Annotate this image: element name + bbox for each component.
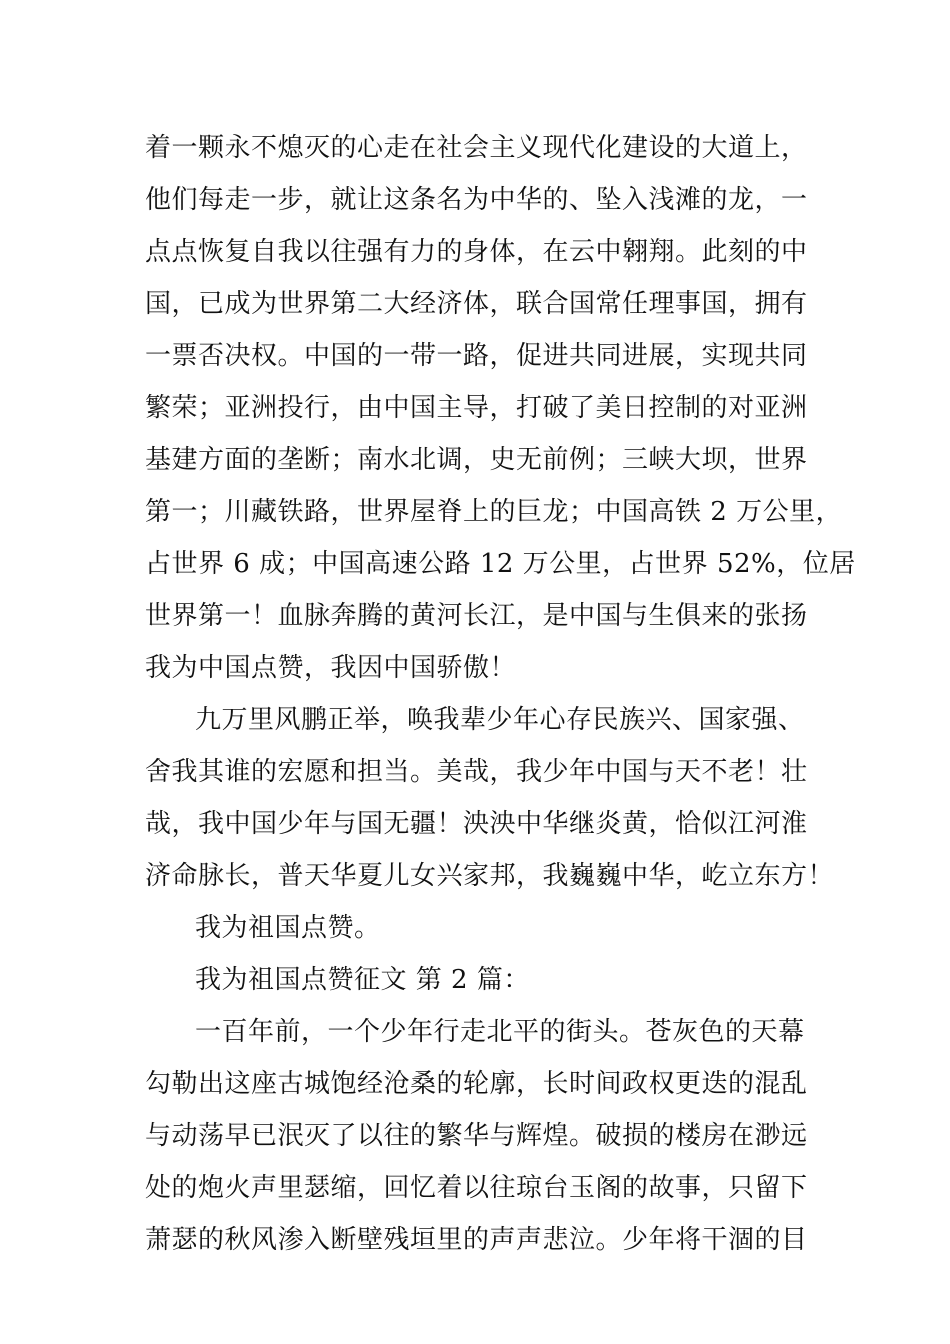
- text-line: 他们每走一步，就让这条名为中华的、坠入浅滩的龙，一: [145, 185, 808, 215]
- text-line: 世界第一！血脉奔腾的黄河长江，是中国与生俱来的张扬: [145, 601, 808, 631]
- text-line: 我为中国点赞，我因中国骄傲！: [145, 653, 517, 683]
- paragraph-first-line: 一百年前，一个少年行走北平的街头。苍灰色的天幕: [195, 1017, 805, 1047]
- text-line: 勾勒出这座古城饱经沧桑的轮廓，长时间政权更迭的混乱: [145, 1069, 808, 1099]
- text-line: 济命脉长，普天华夏儿女兴家邦，我巍巍中华，屹立东方！: [145, 861, 835, 891]
- text-line: 第一；川藏铁路，世界屋脊上的巨龙；中国高铁 2 万公里，: [145, 497, 843, 527]
- text-line: 一票否决权。中国的一带一路，促进共同进展，实现共同: [145, 341, 808, 371]
- text-line: 萧瑟的秋风渗入断壁残垣里的声声悲泣。少年将干涸的目: [145, 1225, 808, 1255]
- text-line: 国，已成为世界第二大经济体，联合国常任理事国，拥有: [145, 289, 808, 319]
- text-line: 处的炮火声里瑟缩，回忆着以往琼台玉阁的故事，只留下: [145, 1173, 808, 1203]
- paragraph-first-line: 我为祖国点赞。: [195, 913, 381, 943]
- text-line: 着一颗永不熄灭的心走在社会主义现代化建设的大道上，: [145, 133, 808, 163]
- text-line: 点点恢复自我以往强有力的身体，在云中翱翔。此刻的中: [145, 237, 808, 267]
- text-line: 基建方面的垄断；南水北调，史无前例；三峡大坝，世界: [145, 445, 808, 475]
- text-line: 占世界 6 成；中国高速公路 12 万公里，占世界 52%，位居: [145, 549, 856, 579]
- text-line: 繁荣；亚洲投行，由中国主导，打破了美日控制的对亚洲: [145, 393, 808, 423]
- section-heading: 我为祖国点赞征文 第 2 篇：: [195, 965, 530, 995]
- text-line: 与动荡早已泯灭了以往的繁华与辉煌。破损的楼房在渺远: [145, 1121, 808, 1151]
- text-line: 哉，我中国少年与国无疆！泱泱中华继炎黄，恰似江河淮: [145, 809, 808, 839]
- paragraph-first-line: 九万里风鹏正举，唤我辈少年心存民族兴、国家强、: [195, 705, 805, 735]
- text-line: 舍我其谁的宏愿和担当。美哉，我少年中国与天不老！壮: [145, 757, 808, 787]
